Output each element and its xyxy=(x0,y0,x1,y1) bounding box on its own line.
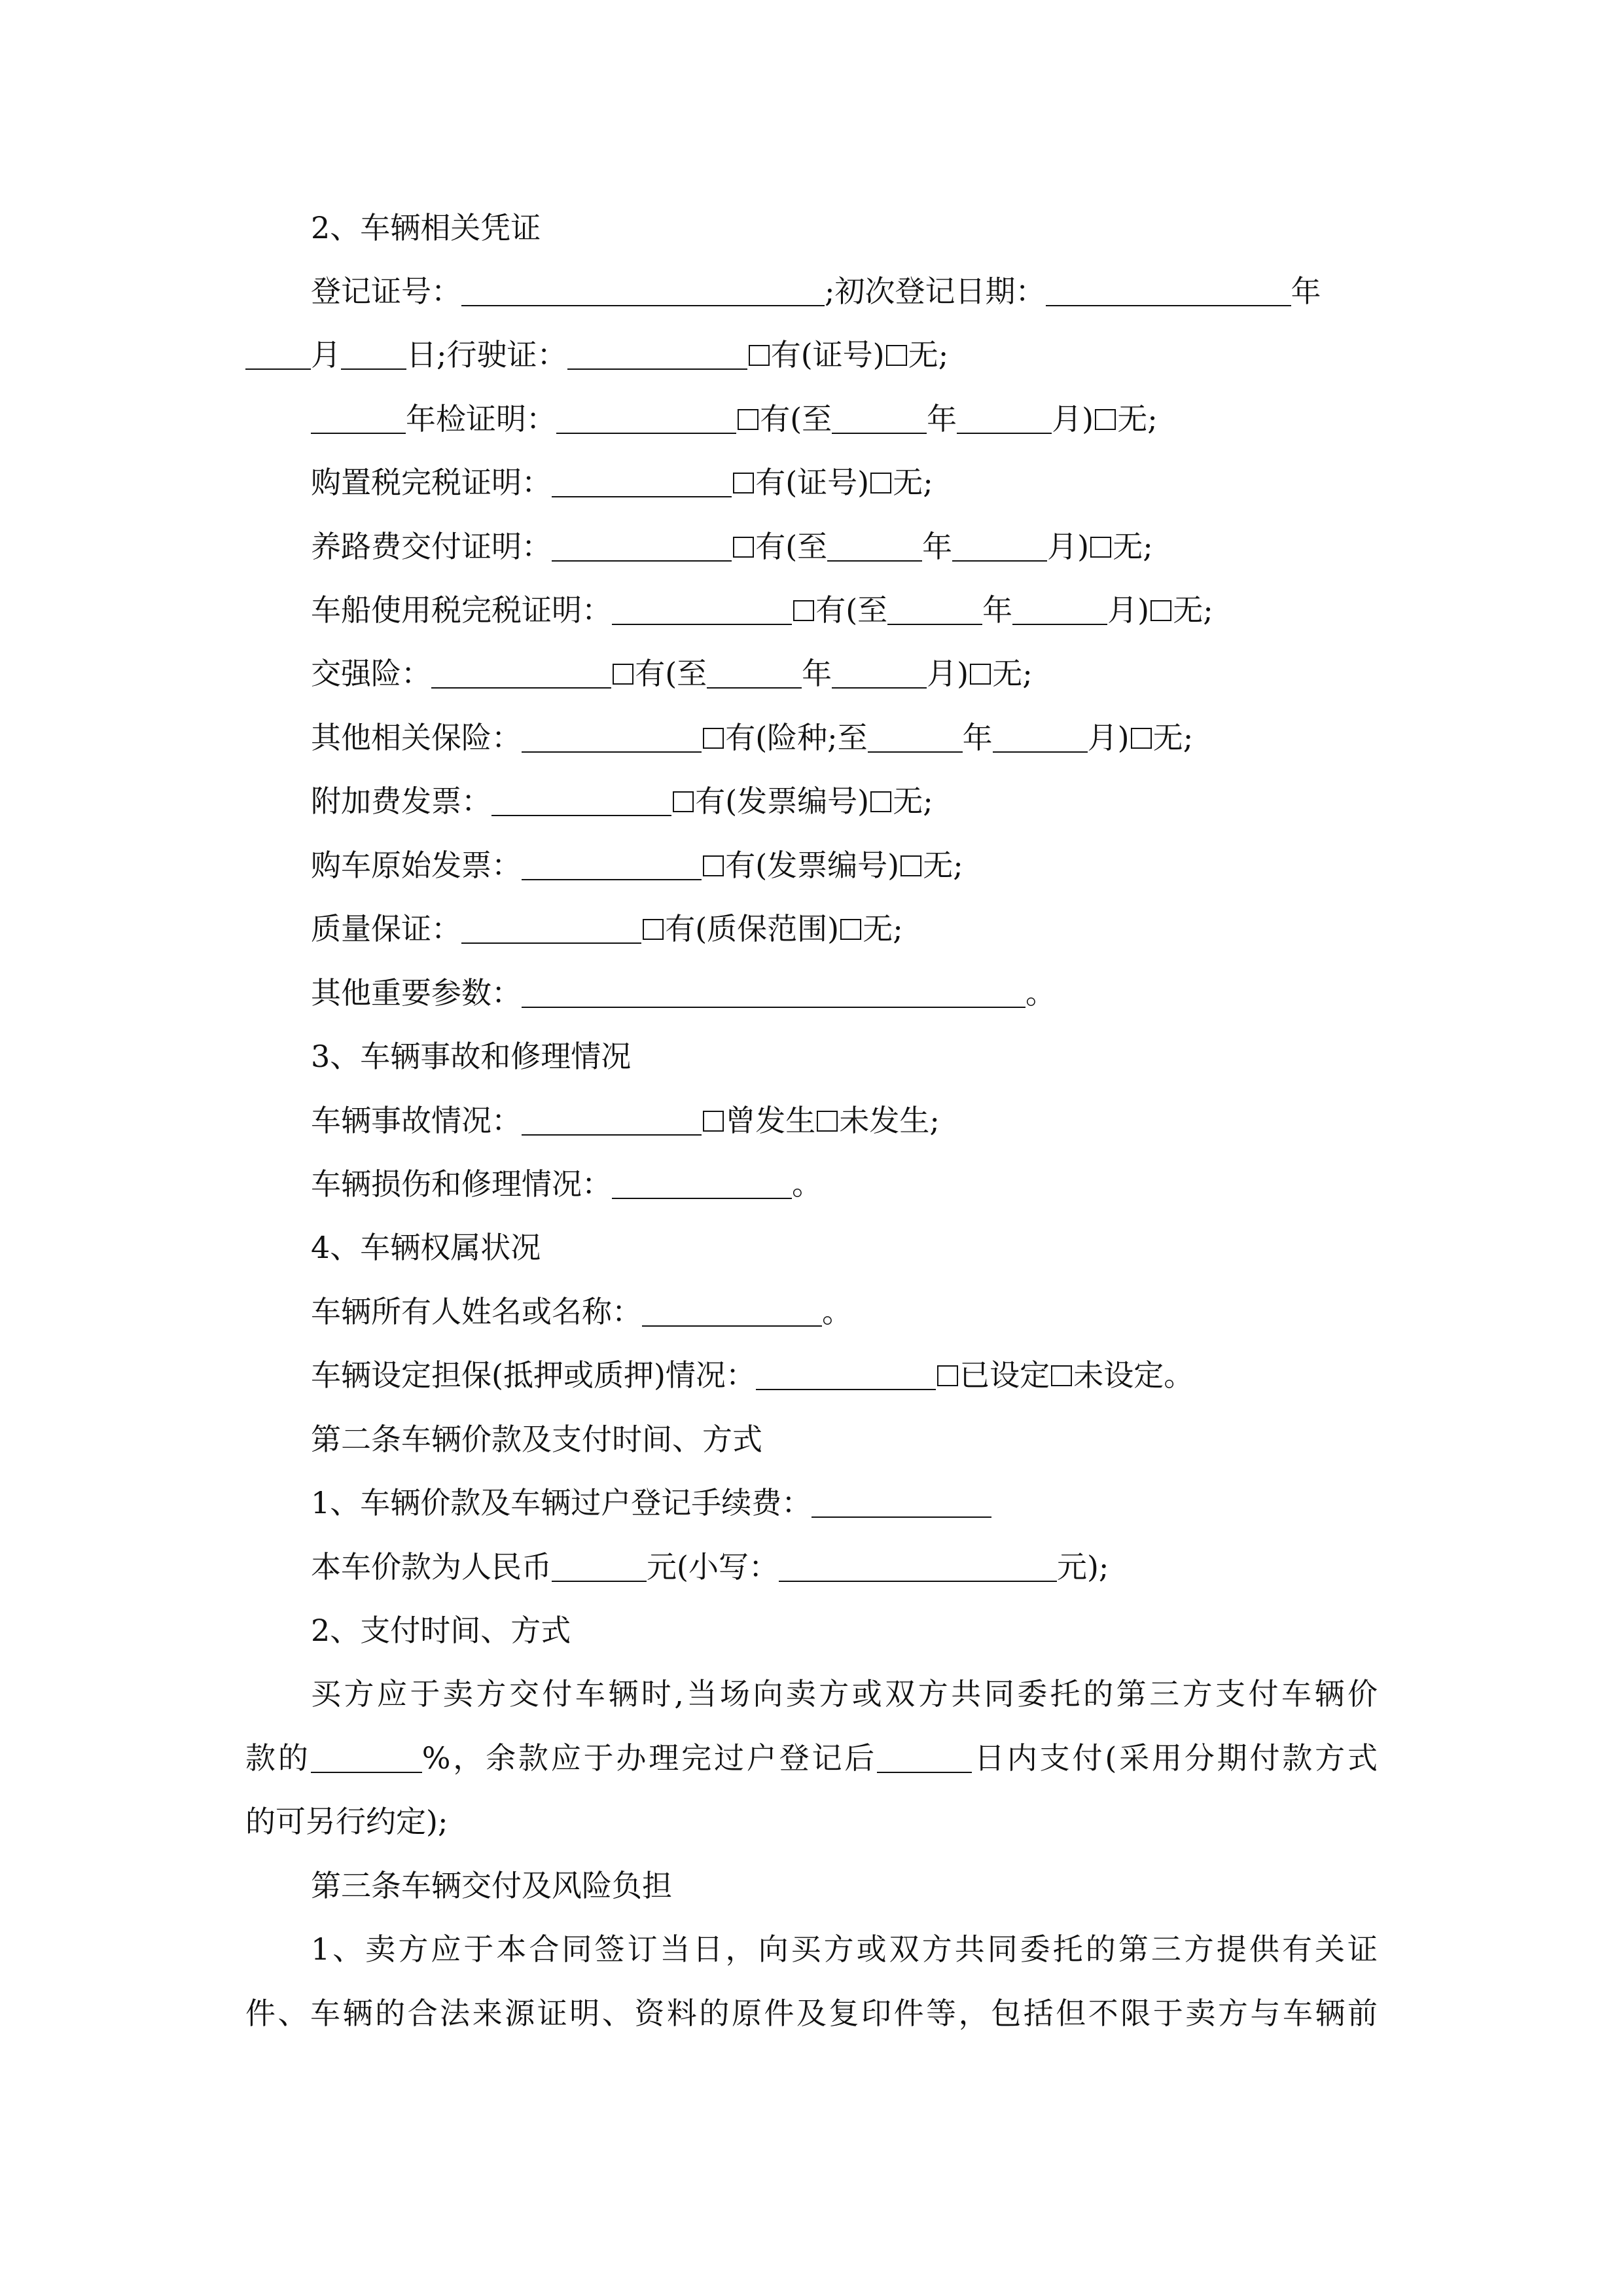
payment-title: 2、支付时间、方式 xyxy=(311,1613,571,1648)
payment-paragraph-line-3: 的可另行约定); xyxy=(245,1804,448,1839)
first-payment-percent-field[interactable] xyxy=(311,1742,422,1773)
checkbox-none[interactable] xyxy=(870,791,891,812)
compulsory-insurance-field[interactable] xyxy=(431,657,611,689)
vehicle-tax-line: 车船使用税完税证明： 有(至 年 月) 无; xyxy=(311,592,1213,628)
checkbox-none[interactable] xyxy=(870,473,891,493)
checkbox-none[interactable] xyxy=(1131,728,1152,749)
checkbox-set[interactable] xyxy=(937,1365,958,1386)
payment-paragraph-line-1: 买方应于卖方交付车辆时,当场向卖方或双方共同委托的第三方支付车辆价 xyxy=(311,1676,1378,1712)
delivery-paragraph-line-2: 件、车辆的合法来源证明、资料的原件及复印件等，包括但不限于卖方与车辆前 xyxy=(245,1996,1378,2031)
checkbox-have[interactable] xyxy=(703,728,724,749)
checkbox-none[interactable] xyxy=(1090,537,1111,558)
original-invoice-field[interactable] xyxy=(522,849,702,880)
price-capital-field[interactable] xyxy=(552,1551,647,1582)
checkbox-have[interactable] xyxy=(613,664,633,685)
until-year-field[interactable] xyxy=(868,721,963,753)
until-month-field[interactable] xyxy=(832,657,927,689)
checkbox-not-occurred[interactable] xyxy=(817,1111,838,1132)
until-month-field[interactable] xyxy=(1012,594,1107,625)
other-insurance-line: 其他相关保险： 有(险种;至 年 月) 无; xyxy=(311,720,1194,755)
checkbox-none[interactable] xyxy=(970,664,991,685)
checkbox-have[interactable] xyxy=(738,409,758,430)
month-field[interactable] xyxy=(245,338,311,370)
checkbox-have[interactable] xyxy=(749,345,770,366)
vehicle-tax-field[interactable] xyxy=(612,594,792,625)
payment-paragraph-line-2: 款的 %，余款应于办理完过户登记后 日内支付(采用分期付款方式 xyxy=(245,1740,1378,1776)
checkbox-none[interactable] xyxy=(886,345,907,366)
registration-date-line: 月 日;行驶证： 有(证号) 无; xyxy=(245,331,1378,378)
guarantee-field[interactable] xyxy=(756,1359,936,1390)
damage-repair-field[interactable] xyxy=(612,1168,792,1199)
delivery-paragraph-line-1: 1、卖方应于本合同签订当日，向买方或双方共同委托的第三方提供有关证 xyxy=(311,1931,1378,1967)
other-insurance-field[interactable] xyxy=(522,721,702,753)
price-lowercase-field[interactable] xyxy=(779,1551,1057,1582)
other-parameters-field[interactable] xyxy=(522,977,1026,1008)
registration-line: 登记证号： ;初次登记日期： 年 xyxy=(311,274,1321,309)
warranty-line: 质量保证： 有(质保范围) 无; xyxy=(311,911,903,946)
inspection-cert-field[interactable] xyxy=(556,403,736,434)
road-fee-field[interactable] xyxy=(552,530,732,562)
compulsory-insurance-line: 交强险： 有(至 年 月) 无; xyxy=(311,656,1033,691)
damage-repair-line: 车辆损伤和修理情况： 。 xyxy=(311,1166,822,1202)
warranty-field[interactable] xyxy=(461,912,641,944)
other-parameters-line: 其他重要参数： 。 xyxy=(311,975,1056,1011)
annual-inspection-line: 年检证明： 有(至 年 月) 无; xyxy=(245,395,1378,442)
checkbox-have[interactable] xyxy=(673,791,694,812)
first-registration-year-field[interactable] xyxy=(1046,275,1291,306)
checkbox-not-set[interactable] xyxy=(1051,1365,1072,1386)
guarantee-line: 车辆设定担保(抵押或质押)情况： 已设定 未设定。 xyxy=(311,1357,1194,1393)
until-month-field[interactable] xyxy=(952,530,1047,562)
until-year-field[interactable] xyxy=(832,403,927,434)
checkbox-have[interactable] xyxy=(793,600,814,621)
driving-license-field[interactable] xyxy=(567,338,747,370)
article-3-title: 第三条车辆交付及风险负担 xyxy=(311,1868,672,1903)
price-fee-line: 1、车辆价款及车辆过户登记手续费： xyxy=(245,1479,1378,1526)
checkbox-have[interactable] xyxy=(733,473,754,493)
owner-name-line: 车辆所有人姓名或名称： 。 xyxy=(311,1294,852,1329)
price-amount-line: 本车价款为人民币 元(小写： 元); xyxy=(311,1549,1109,1585)
accident-field[interactable] xyxy=(522,1104,702,1136)
balance-days-field[interactable] xyxy=(877,1742,972,1773)
purchase-tax-field[interactable] xyxy=(552,466,732,497)
checkbox-have[interactable] xyxy=(643,919,664,940)
transfer-fee-field[interactable] xyxy=(812,1486,991,1518)
until-year-field[interactable] xyxy=(887,594,982,625)
checkbox-none[interactable] xyxy=(840,919,861,940)
accident-status-line: 车辆事故情况： 曾发生 未发生; xyxy=(311,1103,940,1138)
checkbox-none[interactable] xyxy=(1095,409,1116,430)
road-fee-line: 养路费交付证明： 有(至 年 月) 无; xyxy=(311,529,1153,564)
checkbox-occurred[interactable] xyxy=(703,1111,724,1132)
owner-name-field[interactable] xyxy=(642,1295,822,1327)
checkbox-none[interactable] xyxy=(901,855,921,876)
surcharge-invoice-field[interactable] xyxy=(491,785,671,816)
purchase-tax-line: 购置税完税证明： 有(证号) 无; xyxy=(311,465,933,500)
checkbox-none[interactable] xyxy=(1150,600,1171,621)
section-title-accident: 3、车辆事故和修理情况 xyxy=(311,1039,632,1074)
day-field[interactable] xyxy=(341,338,406,370)
original-invoice-line: 购车原始发票： 有(发票编号) 无; xyxy=(311,848,963,883)
surcharge-invoice-line: 附加费发票： 有(发票编号) 无; xyxy=(311,783,933,819)
section-title-ownership: 4、车辆权属状况 xyxy=(311,1230,541,1265)
checkbox-have[interactable] xyxy=(733,537,754,558)
until-month-field[interactable] xyxy=(957,403,1052,434)
article-2-title: 第二条车辆价款及支付时间、方式 xyxy=(311,1422,762,1457)
registration-number-field[interactable] xyxy=(461,275,825,306)
until-year-field[interactable] xyxy=(707,657,802,689)
checkbox-have[interactable] xyxy=(703,855,724,876)
inspection-year-field[interactable] xyxy=(311,403,406,434)
section-title-vehicle-documents: 2、车辆相关凭证 xyxy=(311,210,541,245)
until-month-field[interactable] xyxy=(993,721,1088,753)
until-year-field[interactable] xyxy=(827,530,922,562)
